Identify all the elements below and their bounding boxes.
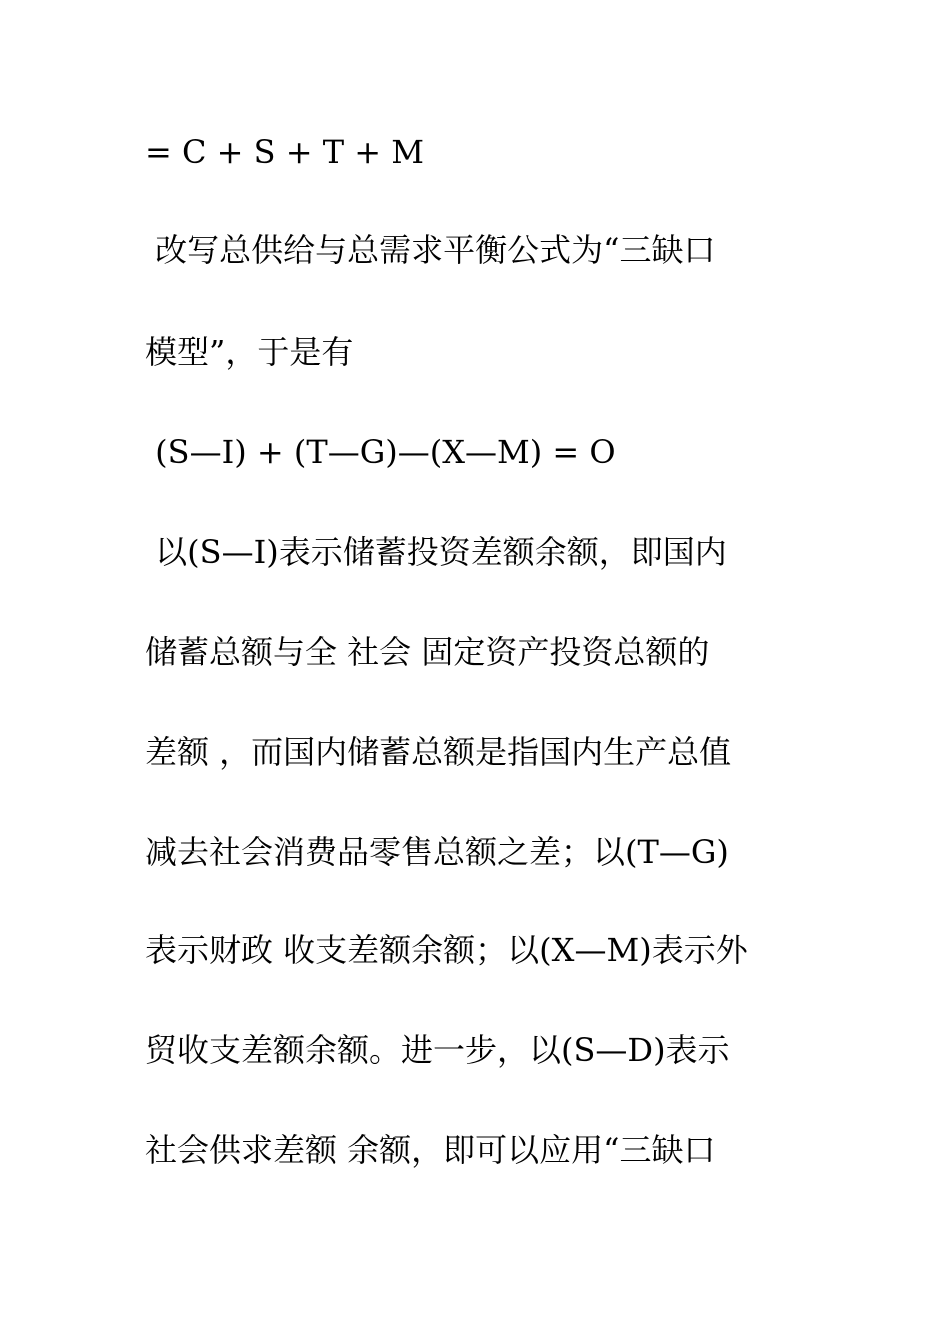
paragraph-line-1: 改写总供给与总需求平衡公式为“三缺口 — [145, 231, 716, 269]
paragraph-line-8: 贸收支差额余额。进一步，以(S—D)表示 — [145, 1031, 730, 1069]
paragraph-line-4: 储蓄总额与全 社会 固定资产投资总额的 — [145, 633, 710, 671]
paragraph-line-6: 减去社会消费品零售总额之差；以(T—G) — [145, 833, 729, 871]
formula-line-three-gap: (S—I) + (T—G)—(X—M) = O — [145, 433, 616, 471]
paragraph-line-7: 表示财政 收支差额余额；以(X—M)表示外 — [145, 931, 748, 969]
paragraph-line-2: 模型”，于是有 — [145, 333, 354, 371]
paragraph-line-9: 社会供求差额 余额，即可以应用“三缺口 — [145, 1131, 716, 1169]
formula-line-aggregate-supply: = C + S + T + M — [145, 133, 424, 171]
paragraph-line-5: 差额 ，而国内储蓄总额是指国内生产总值 — [145, 733, 732, 771]
paragraph-line-3: 以(S—I)表示储蓄投资差额余额，即国内 — [145, 533, 727, 571]
